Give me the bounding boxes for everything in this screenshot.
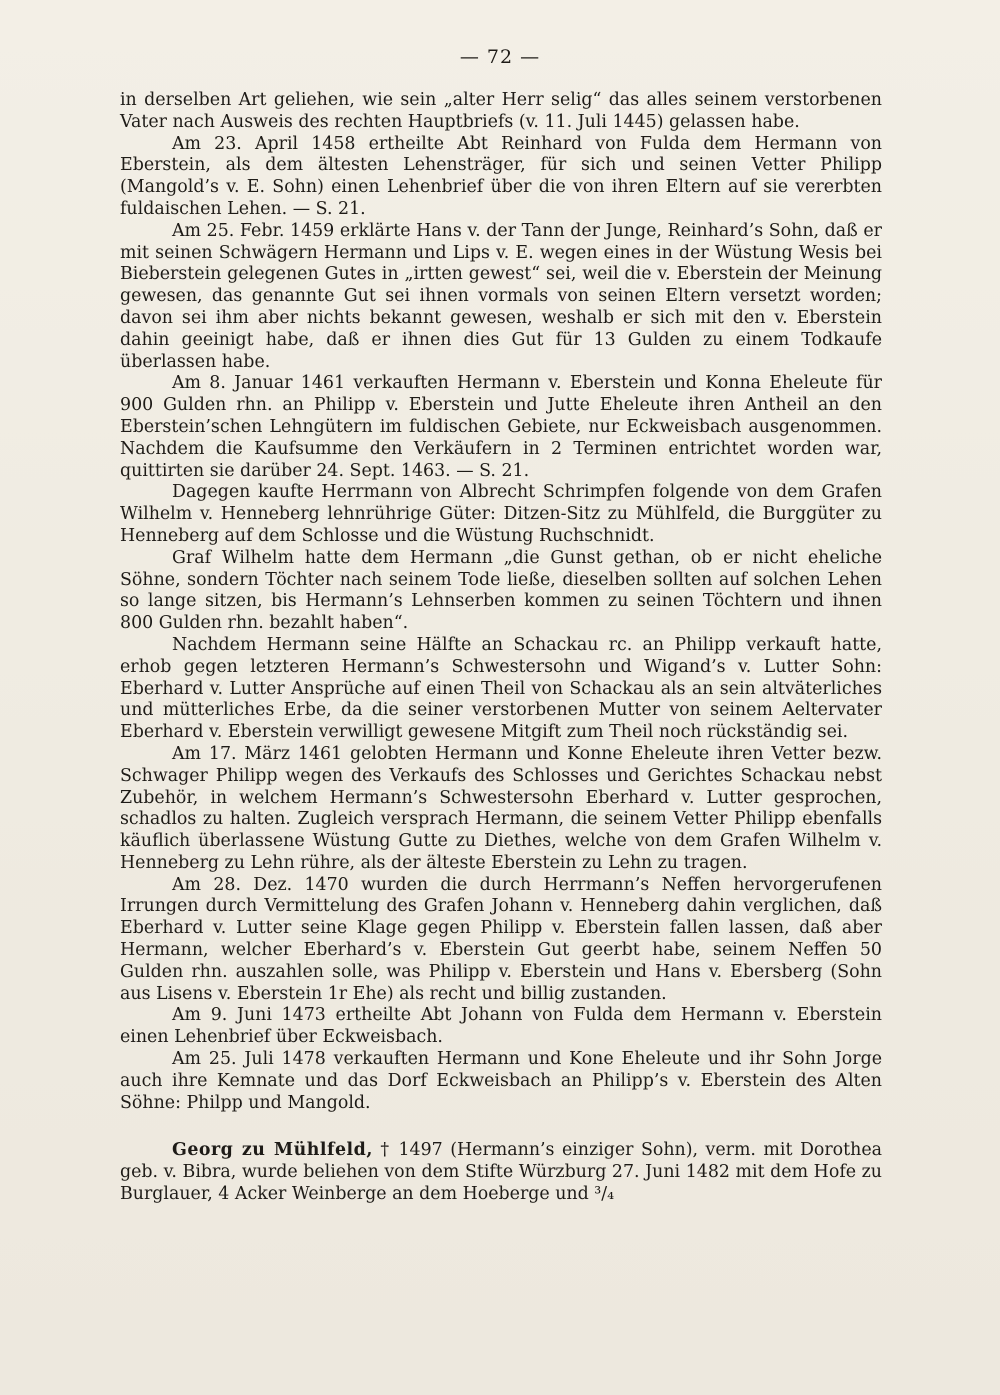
paragraph: Am 25. Juli 1478 verkauften Hermann und Kone Eheleute und ihr Sohn Jorge auch ihre Kemnate und das Dorf Eckweisbach an Philipp’s v. Eberstein des Alten Söhne: Philpp und Mangold.: [120, 1049, 882, 1113]
georg-text: † 1497 (Hermann’s einziger Sohn), verm. mit Dorothea geb. v. Bibra, wurde beliehen von dem Stifte Würzburg 27. Juni 1482 mit dem Hofe zu Burglauer, 4 Acker Weinberge an dem Hoeberge und ³/₄: [120, 1140, 882, 1205]
paragraph: Am 8. Januar 1461 verkauften Hermann v. Eberstein und Konna Eheleute für 900 Gulden rhn. an Philipp v. Eberstein und Jutte Eheleute ihren Antheil an den Eberstein’schen Lehngütern im fuldischen Gebiete, nur Eckweisbach ausgenommen. Nachdem die Kaufsumme den Verkäufern in 2 Terminen entrichtet worden war, quittirten sie darüber 24. Sept. 1463. — S. 21.: [120, 373, 882, 481]
paragraph: Am 17. März 1461 gelobten Hermann und Konne Eheleute ihren Vetter bezw. Schwager Philipp wegen des Verkaufs des Schlosses und Gerichtes Schackau nebst Zubehör, in welchem Hermann’s Schwestersohn Eberhard v. Lutter gesprochen, schadlos zu halten. Zugleich versprach Hermann, die seinem Vetter Philipp ebenfalls käuflich überlassene Wüstung Gutte zu Diethes, welche von dem Grafen Wilhelm v. Henneberg zu Lehn rühre, als der älteste Eberstein zu Lehn zu tragen.: [120, 743, 882, 873]
paragraph: Graf Wilhelm hatte dem Hermann „die Gunst gethan, ob er nicht eheliche Söhne, sondern Töchter nach seinem Tode ließe, dieselben sollten auf solchen Lehen so lange sitzen, bis Hermann’s Lehnserben kommen zu seinen Töchtern und ihnen 800 Gulden rhn. bezahlt haben“.: [120, 547, 882, 634]
body-text: [120, 90, 882, 1206]
paragraph: in derselben Art geliehen, wie sein „alter Herr selig“ das alles seinem verstorbenen Vater nach Ausweis des rechten Hauptbriefs (v. 11. Juli 1445) gelassen habe.: [120, 90, 882, 132]
georg-paragraph: [120, 1140, 882, 1205]
georg-name: Georg zu Mühlfeld,: [172, 1140, 373, 1161]
paragraph: Am 25. Febr. 1459 erklärte Hans v. der Tann der Junge, Reinhard’s Sohn, daß er mit seinen Schwägern Hermann und Lips v. E. wegen eines in der Wüstung Wesis bei Bieberstein gelegenen Gutes in „irtten gewest“ sei, weil die v. Eberstein der Meinung gewesen, das genannte Gut sei ihnen vormals von seinen Eltern versetzt worden; davon sei ihm aber nichts bekannt gewesen, weshalb er sich mit den v. Eberstein dahin geeinigt habe, daß er ihnen dies Gut für 13 Gulden zu einem Todkaufe überlassen habe.: [120, 220, 882, 372]
page-number: — 72 —: [459, 46, 541, 68]
paragraph: Nachdem Hermann seine Hälfte an Schackau rc. an Philipp verkauft hatte, erhob gegen letzteren Hermann’s Schwestersohn und Wigand’s v. Lutter Sohn: Eberhard v. Lutter Ansprüche auf einen Theil von Schackau als an sein altväterliches und mütterliches Erbe, da die seiner verstorbenen Mutter von seinem Aeltervater Eberhard v. Eberstein verwilligt gewesene Mitgift zum Theil noch rückständig sei.: [120, 634, 882, 743]
paragraph: Am 23. April 1458 ertheilte Abt Reinhard von Fulda dem Hermann von Eberstein, als dem ältesten Lehensträger, für sich und seinen Vetter Philipp (Mangold’s v. E. Sohn) einen Lehenbrief über die von ihren Eltern auf sie vererbten fuldaischen Lehen. — S. 21.: [120, 133, 882, 219]
paragraph: Am 28. Dez. 1470 wurden die durch Herrmann’s Neffen hervorgerufenen Irrungen durch Vermittelung des Grafen Johann v. Henneberg dahin verglichen, daß Eberhard v. Lutter seine Klage gegen Philipp v. Eberstein fallen lassen, daß aber Hermann, welcher Eberhard’s v. Eberstein Gut geerbt habe, seinem Neffen 50 Gulden rhn. auszahlen solle, was Philipp v. Eberstein und Hans v. Ebersberg (Sohn aus Lisens v. Eberstein 1r Ehe) als recht und billig zustanden.: [120, 874, 882, 1004]
paragraph: Am 9. Juni 1473 ertheilte Abt Johann von Fulda dem Hermann v. Eberstein einen Lehenbrief über Eckweisbach.: [120, 1005, 882, 1048]
paragraph: Dagegen kaufte Herrmann von Albrecht Schrimpfen folgende von dem Grafen Wilhelm v. Henneberg lehnrührige Güter: Ditzen-Sitz zu Mühlfeld, die Burggüter zu Henneberg auf dem Schlosse und die Wüstung Ruchschnidt.: [120, 482, 882, 546]
